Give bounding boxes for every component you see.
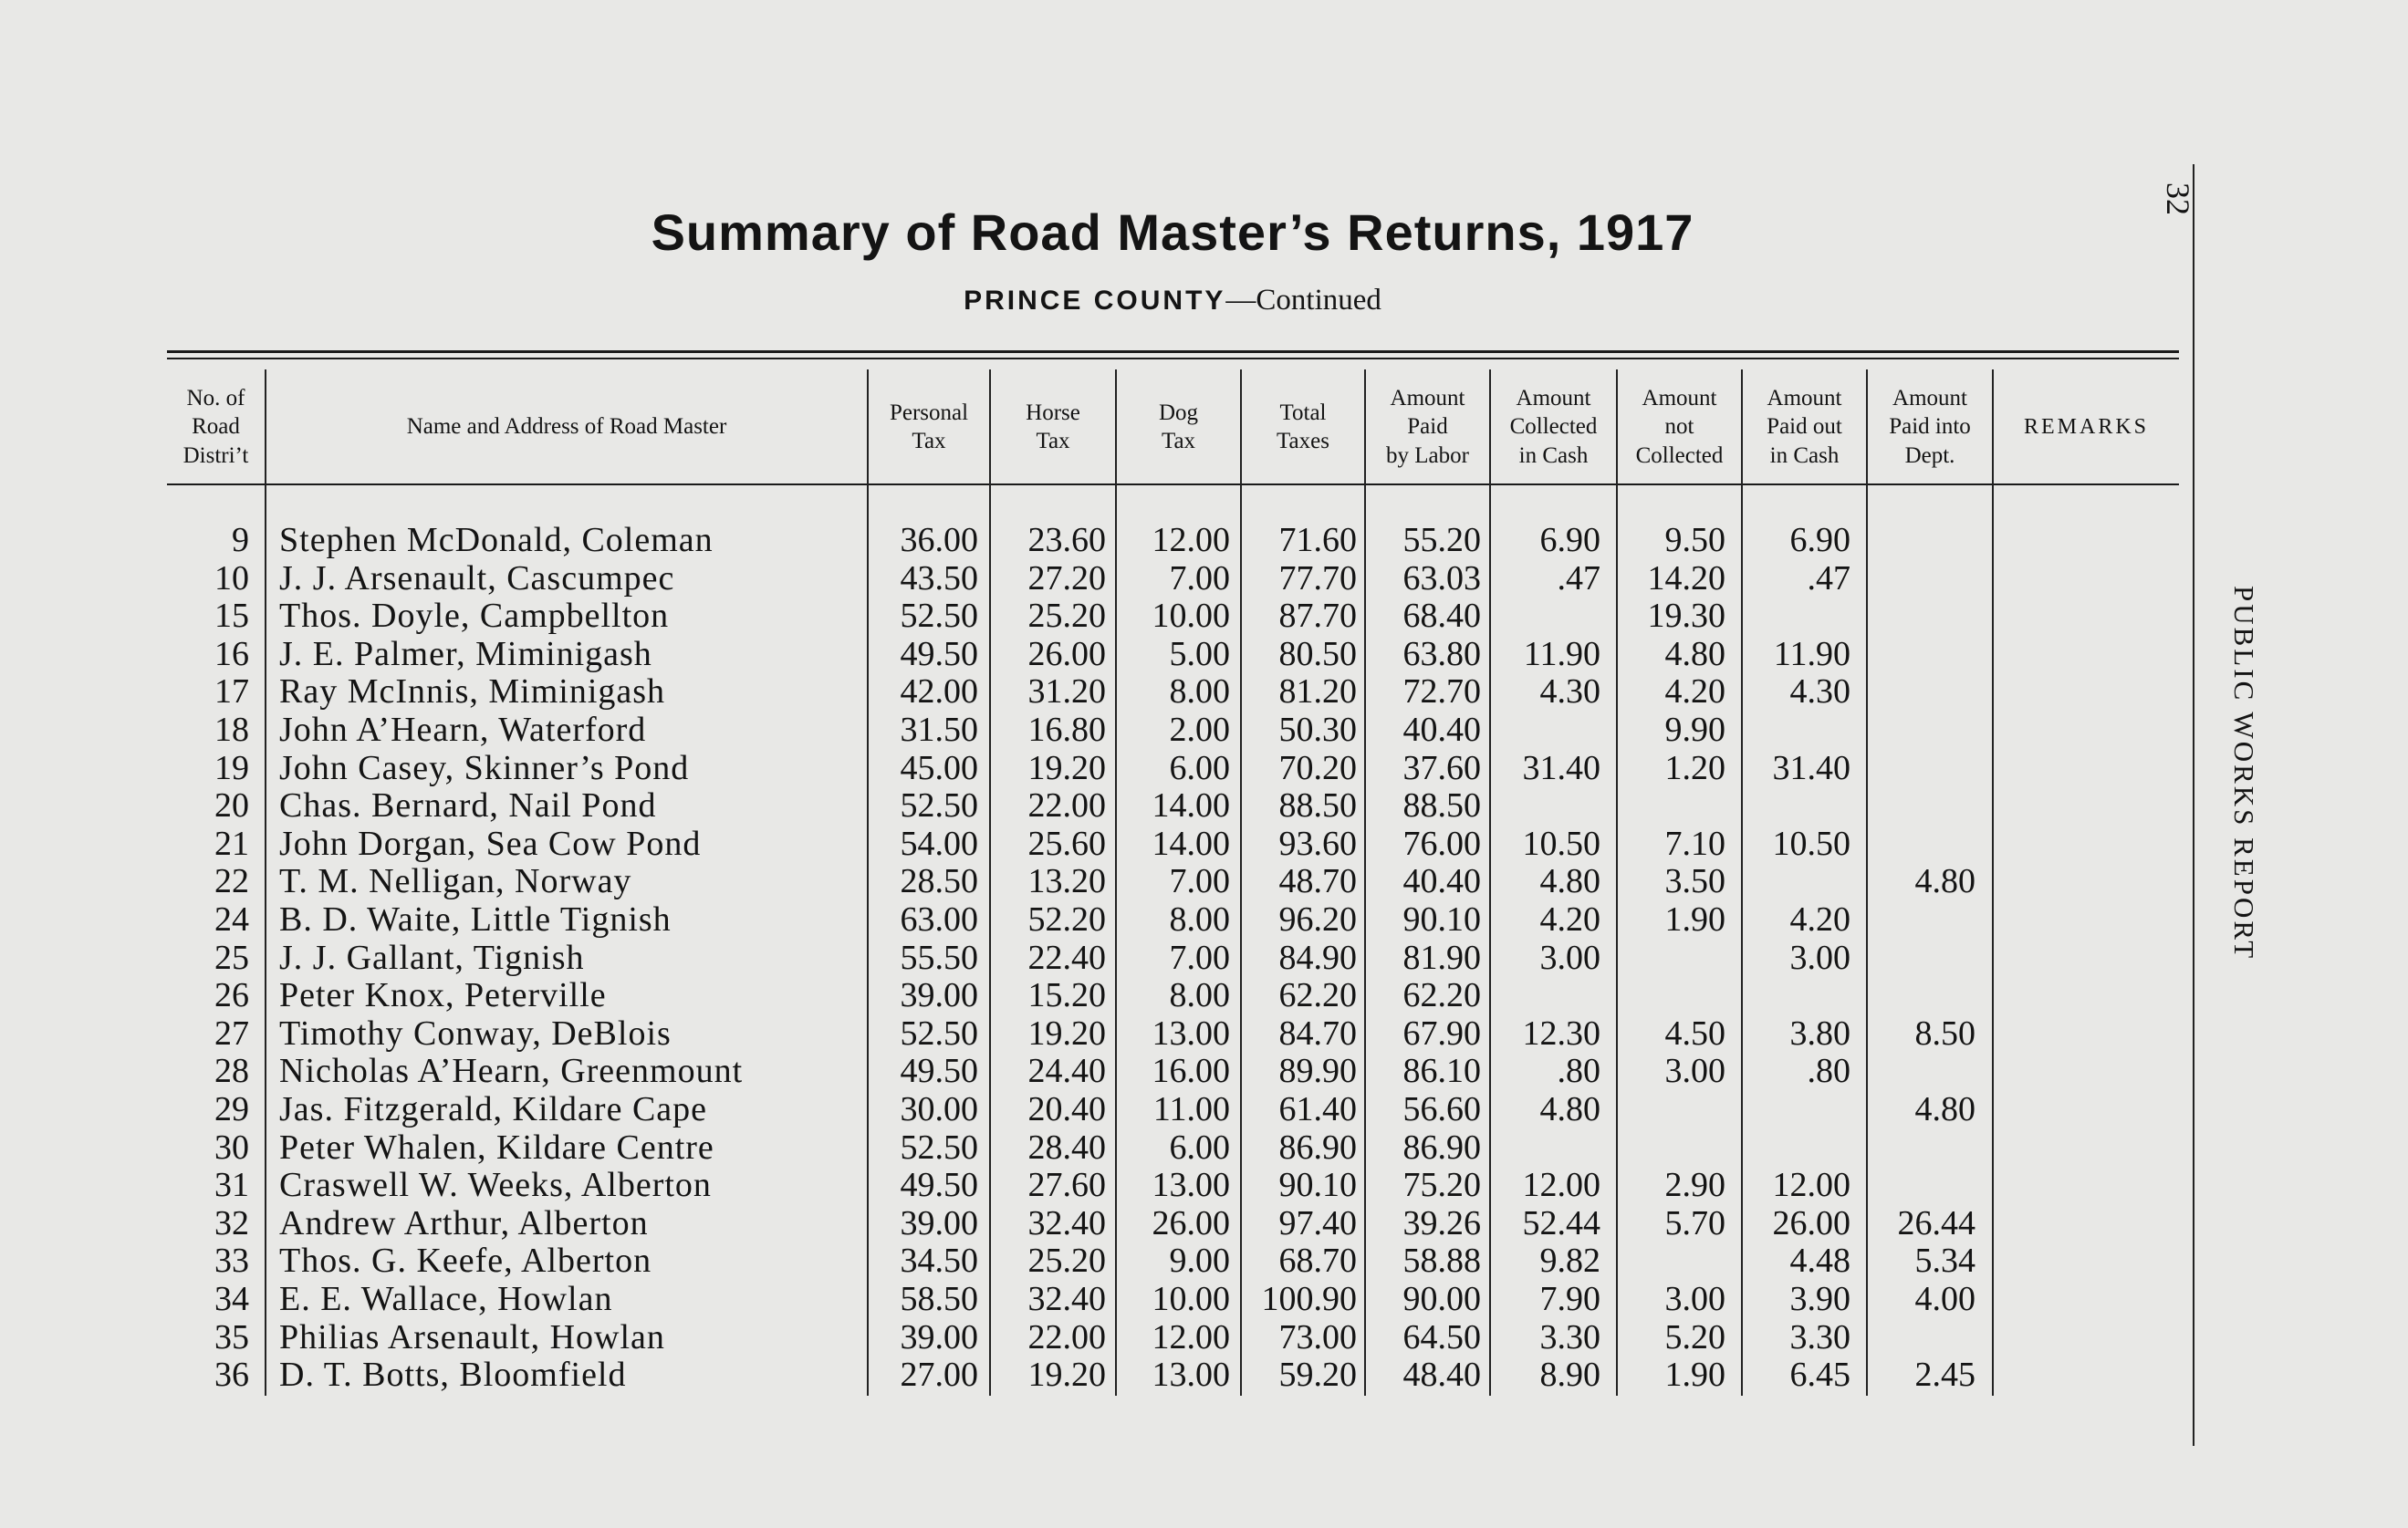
paid-out-cash-cell: 3.00: [1789, 938, 1850, 977]
dog-tax-cell: 12.00: [1152, 1317, 1230, 1356]
paid-into-dept-cell: 5.34: [1914, 1242, 1975, 1281]
paid-out-cash-cell: 6.90: [1789, 521, 1850, 559]
dog-tax-cell: 2.00: [1169, 711, 1230, 749]
not-collected-cell: [1618, 1128, 1725, 1167]
paid-into-dept-cell: [1868, 749, 1975, 787]
paid-out-cash-cell: .47: [1807, 558, 1850, 598]
dog-tax-cell: 8.00: [1169, 976, 1230, 1015]
total-taxes-cell: 86.90: [1278, 1128, 1357, 1167]
horse-tax-cell: 25.20: [1027, 1242, 1106, 1281]
total-taxes-cell: 89.90: [1278, 1052, 1357, 1091]
header-personal-tax: Personal Tax: [889, 400, 969, 453]
collected-in-cash-cell: .47: [1557, 558, 1600, 598]
collected-in-cash-cell: [1491, 1128, 1600, 1167]
road-master-cell: John A’Hearn, Waterford: [279, 711, 647, 749]
not-collected-cell: [1618, 1242, 1725, 1280]
collected-in-cash-cell: [1491, 597, 1600, 635]
total-taxes-cell: 73.00: [1278, 1317, 1357, 1356]
paid-out-cash-cell: [1743, 711, 1850, 749]
horse-tax-cell: 27.60: [1027, 1166, 1106, 1205]
paid-into-dept-cell: [1868, 1128, 1975, 1167]
road-master-cell: E. E. Wallace, Howlan: [279, 1280, 613, 1318]
total-taxes-cell: 71.60: [1278, 521, 1357, 559]
table-row: [0, 1356, 2190, 1394]
header-total-taxes: Total Taxes: [1277, 400, 1329, 453]
paid-by-labor-cell: 64.50: [1402, 1317, 1481, 1356]
personal-tax-cell: 36.00: [900, 521, 978, 559]
road-master-cell: Thos. Doyle, Campbellton: [279, 597, 670, 636]
total-taxes-cell: 84.90: [1278, 938, 1357, 977]
horse-tax-cell: 52.20: [1027, 900, 1106, 939]
header-paid-out-in-cash: Amount Paid out in Cash: [1767, 386, 1842, 468]
paid-by-labor-cell: 62.20: [1402, 976, 1481, 1015]
subtitle-continued: —Continued: [1225, 284, 1381, 317]
horse-tax-cell: 19.20: [1027, 1013, 1106, 1053]
header-not-collected: Amount not Collected: [1635, 386, 1724, 468]
collected-in-cash-cell: 31.40: [1522, 748, 1600, 787]
road-master-cell: Jas. Fitzgerald, Kildare Cape: [279, 1090, 708, 1128]
paid-into-dept-cell: [1868, 900, 1975, 939]
table-top-rule-thin: [167, 358, 2179, 359]
dog-tax-cell: 8.00: [1169, 672, 1230, 712]
paid-out-cash-cell: 3.80: [1789, 1013, 1850, 1053]
paid-into-dept-cell: [1868, 939, 1975, 977]
table-row: [0, 939, 2190, 977]
dog-tax-cell: 12.00: [1152, 521, 1230, 559]
paid-by-labor-cell: 90.00: [1402, 1280, 1481, 1318]
paid-by-labor-cell: 55.20: [1402, 521, 1481, 559]
collected-in-cash-cell: [1491, 786, 1600, 825]
district-cell: 19: [214, 748, 249, 787]
horse-tax-cell: 22.00: [1027, 1317, 1106, 1356]
district-cell: 31: [214, 1166, 249, 1205]
total-taxes-cell: 59.20: [1278, 1356, 1357, 1395]
road-master-cell: Nicholas A’Hearn, Greenmount: [279, 1052, 744, 1091]
not-collected-cell: 19.30: [1647, 597, 1725, 636]
road-master-cell: Peter Knox, Peterville: [279, 976, 607, 1015]
personal-tax-cell: 52.50: [900, 786, 978, 826]
paid-into-dept-cell: [1868, 786, 1975, 825]
paid-by-labor-cell: 67.90: [1402, 1013, 1481, 1053]
district-cell: 15: [214, 597, 249, 636]
table-row: [0, 521, 2190, 559]
personal-tax-cell: 49.50: [900, 1052, 978, 1091]
total-taxes-cell: 88.50: [1278, 786, 1357, 826]
horse-tax-cell: 20.40: [1027, 1090, 1106, 1128]
not-collected-cell: 5.20: [1664, 1317, 1725, 1356]
not-collected-cell: 2.90: [1664, 1166, 1725, 1205]
paid-by-labor-cell: 88.50: [1402, 786, 1481, 826]
paid-into-dept-cell: 4.00: [1914, 1280, 1975, 1318]
horse-tax-cell: 13.20: [1027, 862, 1106, 901]
paid-out-cash-cell: 4.20: [1789, 900, 1850, 939]
table-row: [0, 672, 2190, 711]
paid-out-cash-cell: 12.00: [1772, 1166, 1850, 1205]
paid-by-labor-cell: 68.40: [1402, 597, 1481, 636]
district-cell: 10: [214, 558, 249, 598]
table-row: [0, 635, 2190, 673]
personal-tax-cell: 30.00: [900, 1090, 978, 1128]
personal-tax-cell: 28.50: [900, 862, 978, 901]
personal-tax-cell: 49.50: [900, 1166, 978, 1205]
paid-out-cash-cell: 4.30: [1789, 672, 1850, 712]
dog-tax-cell: 26.00: [1152, 1203, 1230, 1242]
not-collected-cell: [1618, 939, 1725, 977]
header-bottom-rule: [167, 483, 2179, 485]
paid-out-cash-cell: [1743, 1090, 1850, 1128]
table-row: [0, 1280, 2190, 1318]
total-taxes-cell: 84.70: [1278, 1013, 1357, 1053]
district-cell: 35: [214, 1317, 249, 1356]
road-master-cell: Stephen McDonald, Coleman: [279, 521, 714, 559]
header-horse-tax: Horse Tax: [1026, 400, 1080, 453]
district-cell: 18: [214, 711, 249, 749]
horse-tax-cell: 15.20: [1027, 976, 1106, 1015]
road-master-cell: Craswell W. Weeks, Alberton: [279, 1166, 712, 1205]
page-margin-rule: [2193, 164, 2194, 1446]
paid-into-dept-cell: [1868, 597, 1975, 635]
district-cell: 20: [214, 786, 249, 826]
total-taxes-cell: 80.50: [1278, 634, 1357, 673]
collected-in-cash-cell: 4.80: [1539, 1090, 1600, 1128]
district-cell: 24: [214, 900, 249, 939]
not-collected-cell: [1618, 976, 1725, 1014]
paid-out-cash-cell: [1743, 976, 1850, 1014]
table-row: [0, 1128, 2190, 1167]
dog-tax-cell: 11.00: [1152, 1090, 1230, 1128]
road-master-cell: Philias Arsenault, Howlan: [279, 1317, 665, 1356]
total-taxes-cell: 77.70: [1278, 558, 1357, 598]
collected-in-cash-cell: 3.00: [1539, 938, 1600, 977]
personal-tax-cell: 45.00: [900, 748, 978, 787]
horse-tax-cell: 32.40: [1027, 1280, 1106, 1318]
personal-tax-cell: 55.50: [900, 938, 978, 977]
collected-in-cash-cell: 8.90: [1539, 1356, 1600, 1395]
personal-tax-cell: 42.00: [900, 672, 978, 712]
dog-tax-cell: 7.00: [1169, 862, 1230, 901]
personal-tax-cell: 52.50: [900, 1128, 978, 1167]
paid-out-cash-cell: 26.00: [1772, 1203, 1850, 1242]
header-remarks: REMARKS: [2023, 415, 2150, 439]
personal-tax-cell: 52.50: [900, 1013, 978, 1053]
paid-by-labor-cell: 40.40: [1402, 711, 1481, 749]
total-taxes-cell: 70.20: [1278, 748, 1357, 787]
personal-tax-cell: 63.00: [900, 900, 978, 939]
total-taxes-cell: 97.40: [1278, 1203, 1357, 1242]
district-cell: 22: [214, 862, 249, 901]
personal-tax-cell: 39.00: [900, 1203, 978, 1242]
horse-tax-cell: 32.40: [1027, 1203, 1106, 1242]
not-collected-cell: 1.90: [1664, 900, 1725, 939]
header-name: Name and Address of Road Master: [406, 414, 727, 440]
table-row: [0, 1166, 2190, 1204]
horse-tax-cell: 19.20: [1027, 748, 1106, 787]
total-taxes-cell: 93.60: [1278, 824, 1357, 863]
paid-out-cash-cell: 31.40: [1772, 748, 1850, 787]
district-cell: 33: [214, 1242, 249, 1281]
dog-tax-cell: 16.00: [1152, 1052, 1230, 1091]
paid-into-dept-cell: [1868, 976, 1975, 1014]
header-paid-by-labor: Amount Paid by Labor: [1386, 386, 1469, 468]
paid-into-dept-cell: [1868, 672, 1975, 711]
collected-in-cash-cell: 9.82: [1539, 1242, 1600, 1281]
paid-into-dept-cell: [1868, 711, 1975, 749]
table-row: [0, 976, 2190, 1014]
table-row: [0, 1052, 2190, 1090]
paid-by-labor-cell: 90.10: [1402, 900, 1481, 939]
table-row: [0, 825, 2190, 863]
total-taxes-cell: 68.70: [1278, 1242, 1357, 1281]
collected-in-cash-cell: [1491, 976, 1600, 1014]
not-collected-cell: [1618, 786, 1725, 825]
district-cell: 21: [214, 824, 249, 863]
district-cell: 30: [214, 1128, 249, 1167]
paid-by-labor-cell: 37.60: [1402, 748, 1481, 787]
paid-by-labor-cell: 56.60: [1402, 1090, 1481, 1128]
district-cell: 17: [214, 672, 249, 712]
personal-tax-cell: 31.50: [900, 711, 978, 749]
not-collected-cell: 9.50: [1664, 521, 1725, 559]
table-row: [0, 1090, 2190, 1128]
dog-tax-cell: 6.00: [1169, 1128, 1230, 1167]
road-master-cell: Andrew Arthur, Alberton: [279, 1203, 649, 1242]
table-row: [0, 749, 2190, 787]
page-number: 32: [2160, 182, 2196, 215]
table-row: [0, 786, 2190, 825]
not-collected-cell: [1618, 1090, 1725, 1128]
district-cell: 34: [214, 1280, 249, 1318]
total-taxes-cell: 81.20: [1278, 672, 1357, 712]
collected-in-cash-cell: 6.90: [1539, 521, 1600, 559]
horse-tax-cell: 25.20: [1027, 597, 1106, 636]
not-collected-cell: 4.50: [1664, 1013, 1725, 1053]
paid-into-dept-cell: 4.80: [1914, 1090, 1975, 1128]
paid-into-dept-cell: [1868, 521, 1975, 559]
paid-out-cash-cell: 10.50: [1772, 824, 1850, 863]
horse-tax-cell: 19.20: [1027, 1356, 1106, 1395]
subtitle-county: PRINCE COUNTY: [964, 286, 1226, 316]
collected-in-cash-cell: 4.80: [1539, 862, 1600, 901]
not-collected-cell: 4.20: [1664, 672, 1725, 712]
paid-out-cash-cell: 6.45: [1789, 1356, 1850, 1395]
total-taxes-cell: 61.40: [1278, 1090, 1357, 1128]
collected-in-cash-cell: [1491, 711, 1600, 749]
dog-tax-cell: 14.00: [1152, 786, 1230, 826]
dog-tax-cell: 8.00: [1169, 900, 1230, 939]
table-top-rule: [167, 350, 2179, 353]
total-taxes-cell: 48.70: [1278, 862, 1357, 901]
paid-into-dept-cell: 4.80: [1914, 862, 1975, 901]
personal-tax-cell: 54.00: [900, 824, 978, 863]
road-master-cell: T. M. Nelligan, Norway: [279, 862, 632, 901]
collected-in-cash-cell: 12.30: [1522, 1013, 1600, 1053]
paid-by-labor-cell: 48.40: [1402, 1356, 1481, 1395]
road-master-cell: Timothy Conway, DeBlois: [279, 1013, 672, 1053]
not-collected-cell: 9.90: [1664, 711, 1725, 749]
horse-tax-cell: 22.00: [1027, 786, 1106, 826]
dog-tax-cell: 13.00: [1152, 1356, 1230, 1395]
paid-out-cash-cell: 3.90: [1789, 1280, 1850, 1318]
collected-in-cash-cell: 10.50: [1522, 824, 1600, 863]
table-row: [0, 559, 2190, 598]
dog-tax-cell: 5.00: [1169, 634, 1230, 673]
horse-tax-cell: 25.60: [1027, 824, 1106, 863]
horse-tax-cell: 27.20: [1027, 558, 1106, 598]
paid-by-labor-cell: 40.40: [1402, 862, 1481, 901]
collected-in-cash-cell: 12.00: [1522, 1166, 1600, 1205]
road-master-cell: Ray McInnis, Miminigash: [279, 672, 666, 712]
road-master-cell: Thos. G. Keefe, Alberton: [279, 1242, 652, 1281]
page-subtitle: [0, 284, 2345, 317]
district-cell: 36: [214, 1356, 249, 1395]
dog-tax-cell: 13.00: [1152, 1166, 1230, 1205]
dog-tax-cell: 7.00: [1169, 558, 1230, 598]
total-taxes-cell: 90.10: [1278, 1166, 1357, 1205]
paid-out-cash-cell: [1743, 862, 1850, 900]
not-collected-cell: 1.90: [1664, 1356, 1725, 1395]
paid-out-cash-cell: 3.30: [1789, 1317, 1850, 1356]
personal-tax-cell: 49.50: [900, 634, 978, 673]
collected-in-cash-cell: 52.44: [1522, 1203, 1600, 1242]
dog-tax-cell: 10.00: [1152, 1280, 1230, 1318]
header-district: No. of Road Distri’t: [182, 386, 249, 468]
not-collected-cell: 3.00: [1664, 1280, 1725, 1318]
dog-tax-cell: 13.00: [1152, 1013, 1230, 1053]
paid-by-labor-cell: 63.03: [1402, 558, 1481, 598]
header-dog-tax: Dog Tax: [1158, 400, 1199, 453]
paid-by-labor-cell: 72.70: [1402, 672, 1481, 712]
header-collected-in-cash: Amount Collected in Cash: [1509, 386, 1598, 468]
paid-into-dept-cell: [1868, 1052, 1975, 1090]
paid-out-cash-cell: 11.90: [1773, 634, 1850, 673]
district-cell: 25: [214, 938, 249, 977]
paid-out-cash-cell: [1743, 1128, 1850, 1167]
not-collected-cell: 5.70: [1664, 1203, 1725, 1242]
horse-tax-cell: 23.60: [1027, 521, 1106, 559]
personal-tax-cell: 39.00: [900, 1317, 978, 1356]
district-cell: 27: [214, 1013, 249, 1053]
collected-in-cash-cell: 3.30: [1539, 1317, 1600, 1356]
district-cell: 16: [214, 634, 249, 673]
paid-by-labor-cell: 81.90: [1402, 938, 1481, 977]
horse-tax-cell: 16.80: [1027, 711, 1106, 749]
table-row: [0, 862, 2190, 900]
road-master-cell: John Casey, Skinner’s Pond: [279, 748, 690, 787]
dog-tax-cell: 14.00: [1152, 824, 1230, 863]
personal-tax-cell: 52.50: [900, 597, 978, 636]
total-taxes-cell: 87.70: [1278, 597, 1357, 636]
paid-out-cash-cell: [1743, 786, 1850, 825]
personal-tax-cell: 43.50: [900, 558, 978, 598]
paid-by-labor-cell: 58.88: [1402, 1242, 1481, 1281]
road-master-cell: J. E. Palmer, Miminigash: [279, 634, 652, 673]
road-master-cell: D. T. Botts, Bloomfield: [279, 1356, 627, 1395]
paid-into-dept-cell: 2.45: [1914, 1356, 1975, 1395]
collected-in-cash-cell: 4.20: [1539, 900, 1600, 939]
road-master-cell: John Dorgan, Sea Cow Pond: [279, 824, 702, 863]
paid-into-dept-cell: [1868, 1166, 1975, 1204]
paid-by-labor-cell: 63.80: [1402, 634, 1481, 673]
table-row: [0, 900, 2190, 939]
dog-tax-cell: 7.00: [1169, 938, 1230, 977]
running-head: PUBLIC WORKS REPORT: [2228, 586, 2260, 961]
horse-tax-cell: 26.00: [1027, 634, 1106, 673]
road-master-cell: J. J. Arsenault, Cascumpec: [279, 558, 675, 598]
horse-tax-cell: 22.40: [1027, 938, 1106, 977]
table-row: [0, 597, 2190, 635]
total-taxes-cell: 50.30: [1278, 711, 1357, 749]
horse-tax-cell: 24.40: [1027, 1052, 1106, 1091]
paid-by-labor-cell: 75.20: [1402, 1166, 1481, 1205]
collected-in-cash-cell: 11.90: [1523, 634, 1600, 673]
table-row: [0, 1318, 2190, 1356]
horse-tax-cell: 31.20: [1027, 672, 1106, 712]
collected-in-cash-cell: 4.30: [1539, 672, 1600, 712]
personal-tax-cell: 39.00: [900, 976, 978, 1015]
paid-into-dept-cell: 8.50: [1914, 1013, 1975, 1053]
total-taxes-cell: 96.20: [1278, 900, 1357, 939]
paid-into-dept-cell: [1868, 1318, 1975, 1356]
paid-by-labor-cell: 76.00: [1402, 824, 1481, 863]
district-cell: 28: [214, 1052, 249, 1091]
district-cell: 32: [214, 1203, 249, 1242]
table-row: [0, 1242, 2190, 1280]
district-cell: 9: [232, 521, 249, 559]
not-collected-cell: 3.50: [1664, 862, 1725, 901]
not-collected-cell: 14.20: [1647, 558, 1725, 598]
paid-into-dept-cell: 26.44: [1897, 1203, 1975, 1242]
paid-out-cash-cell: 4.48: [1789, 1242, 1850, 1281]
road-master-cell: Peter Whalen, Kildare Centre: [279, 1128, 714, 1167]
paid-out-cash-cell: [1743, 597, 1850, 635]
not-collected-cell: 3.00: [1664, 1052, 1725, 1091]
paid-into-dept-cell: [1868, 559, 1975, 598]
district-cell: 26: [214, 976, 249, 1015]
road-master-cell: B. D. Waite, Little Tignish: [279, 900, 672, 939]
header-paid-into-dept: Amount Paid into Dept.: [1889, 386, 1971, 468]
personal-tax-cell: 27.00: [900, 1356, 978, 1395]
total-taxes-cell: 100.90: [1261, 1280, 1357, 1318]
table-row: [0, 711, 2190, 749]
paid-by-labor-cell: 86.10: [1402, 1052, 1481, 1091]
not-collected-cell: 4.80: [1664, 634, 1725, 673]
collected-in-cash-cell: .80: [1557, 1052, 1600, 1091]
table-row: [0, 1204, 2190, 1242]
collected-in-cash-cell: 7.90: [1539, 1280, 1600, 1318]
dog-tax-cell: 10.00: [1152, 597, 1230, 636]
road-master-cell: J. J. Gallant, Tignish: [279, 938, 585, 977]
table-row: [0, 1014, 2190, 1053]
paid-into-dept-cell: [1868, 825, 1975, 863]
dog-tax-cell: 6.00: [1169, 748, 1230, 787]
horse-tax-cell: 28.40: [1027, 1128, 1106, 1167]
total-taxes-cell: 62.20: [1278, 976, 1357, 1015]
personal-tax-cell: 58.50: [900, 1280, 978, 1318]
personal-tax-cell: 34.50: [900, 1242, 978, 1281]
page-title: Summary of Road Master’s Returns, 1917: [651, 203, 1694, 261]
dog-tax-cell: 9.00: [1169, 1242, 1230, 1281]
paid-by-labor-cell: 39.26: [1402, 1203, 1481, 1242]
paid-by-labor-cell: 86.90: [1402, 1128, 1481, 1167]
road-master-cell: Chas. Bernard, Nail Pond: [279, 786, 657, 826]
paid-out-cash-cell: .80: [1807, 1052, 1850, 1091]
not-collected-cell: 1.20: [1664, 748, 1725, 787]
district-cell: 29: [214, 1090, 249, 1128]
paid-into-dept-cell: [1868, 635, 1975, 673]
not-collected-cell: 7.10: [1664, 824, 1725, 863]
